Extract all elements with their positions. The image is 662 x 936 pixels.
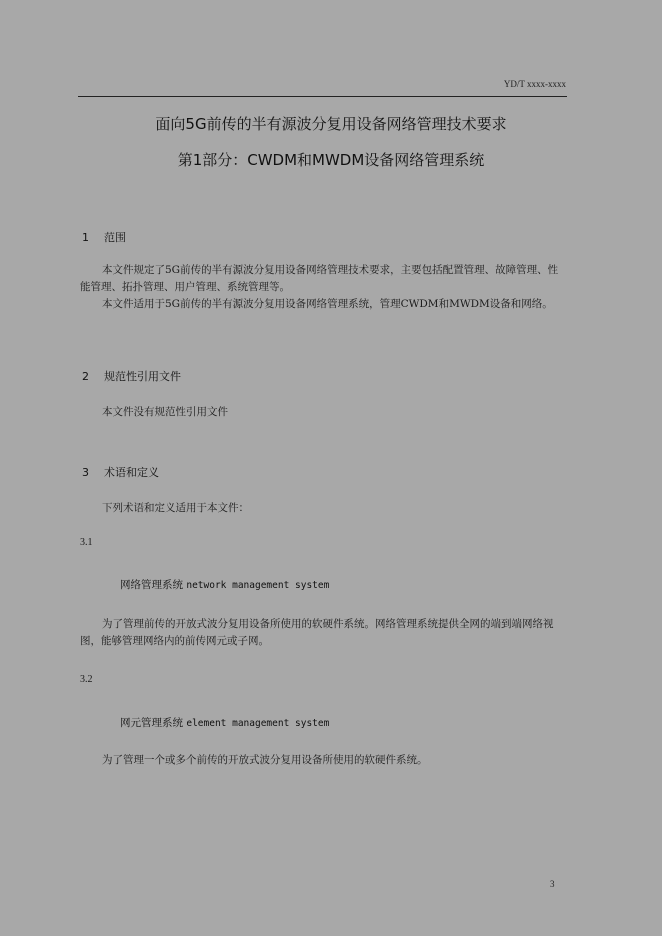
section-1-title: 范围 [104, 231, 126, 244]
section-1-number: 1 [82, 231, 89, 244]
header-divider [78, 96, 567, 97]
section-2-paragraph-1: 本文件没有规范性引用文件 [102, 406, 228, 418]
term-3-1-heading [120, 577, 329, 592]
section-3-title: 术语和定义 [104, 466, 159, 479]
section-2-title: 规范性引用文件 [104, 370, 181, 383]
section-1-paragraph-2: 本文件适用于5G前传的半有源波分复用设备网络管理系统，管理CWDM和MWDM设备和网络。 [102, 298, 553, 310]
term-3-1-chinese: 网络管理系统 [120, 579, 183, 591]
section-3-number: 3 [82, 466, 89, 479]
term-3-1-definition: 为了管理前传的开放式波分复用设备所使用的软硬件系统。网络管理系统提供全网的端到端网络视图，能够管理网络内的前传网元或子网。 [80, 618, 554, 647]
section-2-heading [82, 368, 181, 384]
term-3-2-definition: 为了管理一个或多个前传的开放式波分复用设备所使用的软硬件系统。 [102, 754, 428, 766]
section-3-intro: 下列术语和定义适用于本文件： [102, 502, 249, 514]
term-3-1-number: 3.1 [80, 537, 93, 548]
term-3-2-heading [120, 715, 329, 730]
section-1-heading [82, 229, 126, 245]
section-3-heading [82, 464, 159, 480]
section-1-paragraph-1: 本文件规定了5G前传的半有源波分复用设备网络管理技术要求，主要包括配置管理、故障管理、性能管理、拓扑管理、用户管理、系统管理等。 [80, 264, 559, 293]
document-title: 面向5G前传的半有源波分复用设备网络管理技术要求 [155, 115, 507, 133]
section-2-number: 2 [82, 370, 89, 383]
term-3-2-number: 3.2 [80, 674, 93, 685]
term-3-2-chinese: 网元管理系统 [120, 717, 183, 729]
term-3-1-english: network management system [186, 580, 330, 591]
page-number: 3 [550, 879, 555, 889]
document-part-title: 第1部分：CWDM和MWDM设备网络管理系统 [177, 151, 485, 169]
document-code: YD/T xxxx-xxxx [503, 79, 566, 89]
term-3-2-english: element management system [186, 718, 330, 729]
